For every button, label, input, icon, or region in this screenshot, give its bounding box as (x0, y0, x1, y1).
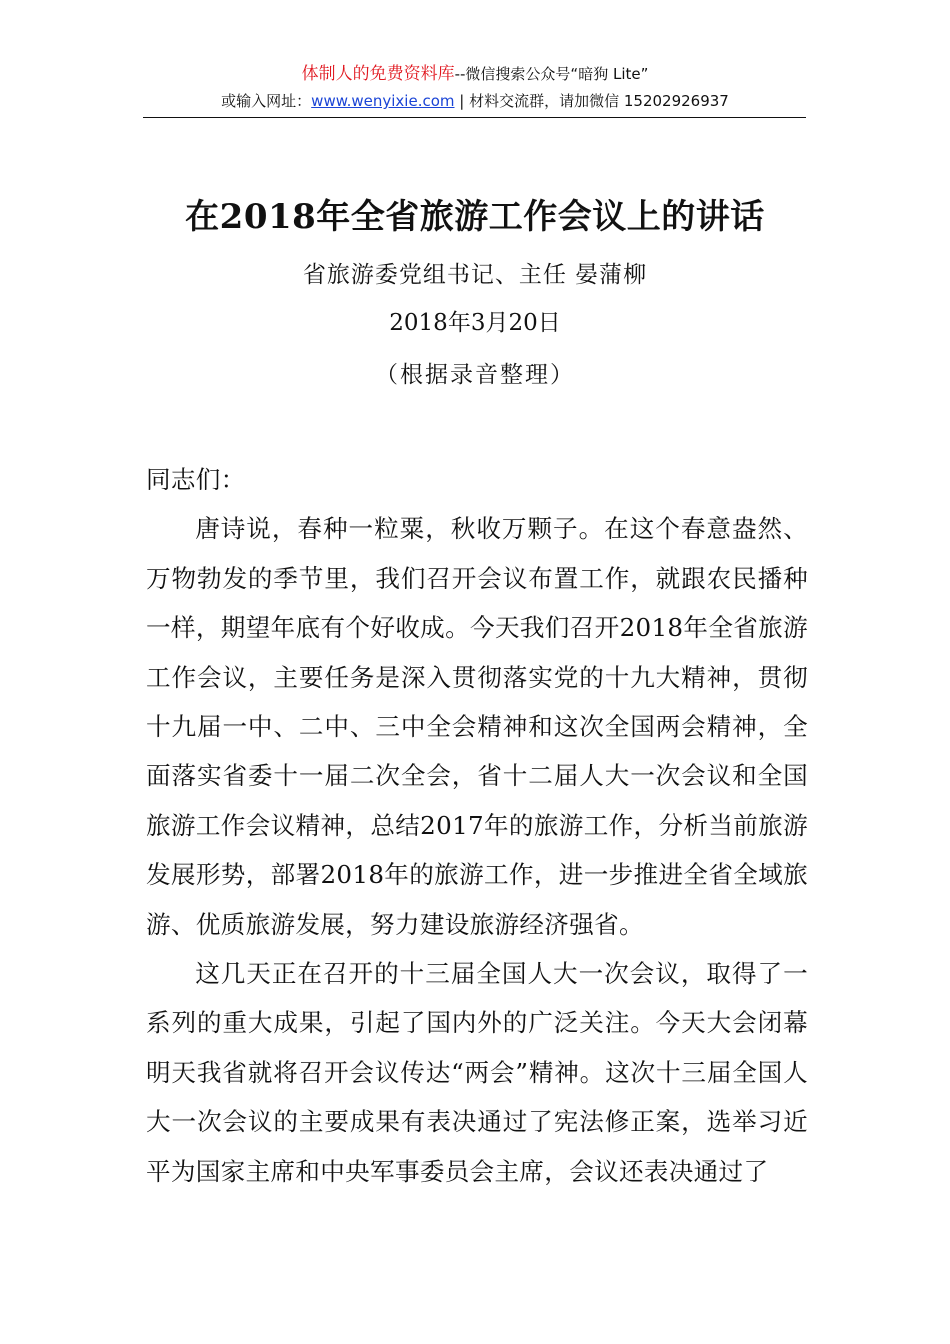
header-site-line (0, 90, 950, 112)
document-note: （根据录音整理） (375, 362, 575, 388)
page-header (0, 62, 950, 112)
document-body (146, 455, 808, 1196)
body-paragraph-2: 这几天正在召开的十三届全国人大一次会议，取得了一系列的重大成果，引起了国内外的广泛关注。今天大会闭幕明天我省就将召开会议传达“两会”精神。这次十三届全国人大一次会议的主要成果有表决通过了宪法修正案，选举习近平为国家主席和中央军事委员会主席，会议还表决通过了 (146, 959, 808, 1186)
document-title: 在2018年全省旅游工作会议上的讲话 (185, 197, 765, 237)
contact-text: | 材料交流群，请加微信 15202926937 (454, 92, 729, 110)
header-promo-line (0, 62, 950, 86)
site-link[interactable]: www.wenyixie.com (311, 92, 455, 110)
document-date: 2018年3月20日 (389, 310, 561, 336)
brand-name: 体制人的免费资料库 (301, 64, 455, 84)
document-author: 省旅游委党组书记、主任 晏蒲柳 (302, 262, 648, 288)
site-prefix: 或输入网址： (221, 92, 312, 110)
header-divider (143, 117, 806, 118)
wechat-account-text: --微信搜索公众号“暗狗 Lite” (454, 65, 649, 83)
salutation: 同志们： (146, 465, 246, 494)
body-paragraph-1: 唐诗说，春种一粒粟，秋收万颗子。在这个春意盎然、万物勃发的季节里，我们召开会议布置工作，就跟农民播种一样，期望年底有个好收成。今天我们召开2018年全省旅游工作会议，主要任务是深入贯彻落实党的十九大精神，贯彻十九届一中、二中、三中全会精神和这次全国两会精神，全面落实省委十一届二次全会，省十二届人大一次会议和全国旅游工作会议精神，总结2017年的旅游工作，分析当前旅游发展形势，部署2018年的旅游工作，进一步推进全省全域旅游、优质旅游发展，努力建设旅游经济强省。 (146, 514, 808, 939)
